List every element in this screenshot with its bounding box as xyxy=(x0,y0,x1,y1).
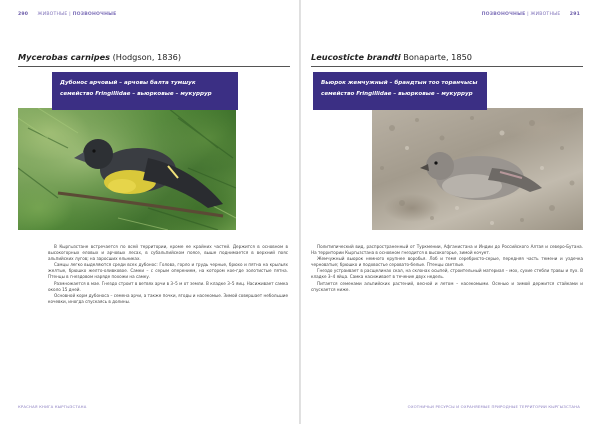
species-banner-right xyxy=(313,72,487,110)
paragraph: Основной корм дубоноса – семена арчи, а также почки, ягоды и насекомые. Зимой совершает небольшие кочевки, иногда спускаясь в долины. xyxy=(48,292,288,304)
bird-photo-icon xyxy=(18,108,236,230)
paragraph: В Кыргызстане встречается по всей территории, кроме ее крайних частей. Держится в основном в высокогорных еловых и арчовых лесах, в субальпийском поясе, выше поднимается в верхний пояс альпийских лугов; на заросших ельниках. xyxy=(48,244,288,262)
species-banner-left xyxy=(52,72,238,110)
family-line: семейство Fringillidae – вьюрковые – мукуррур xyxy=(60,91,212,97)
section-divider: | xyxy=(67,12,73,17)
bird-photo xyxy=(372,108,583,230)
subsection-label: ЖИВОТНЫЕ xyxy=(530,12,561,17)
page-fold xyxy=(299,0,301,424)
body-text-left xyxy=(48,244,288,305)
latin-name: Leucosticte brandti xyxy=(311,52,401,62)
species-title-left xyxy=(18,52,181,62)
paragraph: Жемчужный вьюрок немного крупнее воробья. Лоб и темя серебристо-серые, передняя часть темени и уздечка черноватые; брюшко и подхвостье серовато-белые. Птенцы светлые. xyxy=(311,256,583,268)
section-label: ЖИВОТНЫЕ xyxy=(37,12,68,17)
paragraph: Питается семенами альпийских растений, весной и летом – насекомыми. Осенью и зимой держится стайками и спускается ниже. xyxy=(311,280,583,292)
paragraph: Размножается в мае. Гнездо строит в ветвях арчи в 3–5 м от земли. В кладке 3–5 яиц. Насиживает самка около 15 дней. xyxy=(48,280,288,292)
body-text-right xyxy=(311,244,583,293)
common-name-line: Дубонос арчовый – арчовы балта тумшук xyxy=(60,80,196,86)
title-rule xyxy=(311,66,583,67)
latin-name: Mycerobas carnipes xyxy=(18,52,111,62)
species-title-right xyxy=(311,52,472,62)
paragraph: Самцы легко выделяются среди всех дубонос: Голова, горло и грудь черные, брюхо и пятна на крыльях желтые, брюшко желто-оливковое. Самки – с серым оперением, на котором кое-где золотистые пятна. Птенцы в гнездовом наряде похожи на самку. xyxy=(48,262,288,280)
bird-photo-icon xyxy=(372,108,583,230)
footer-right: ОХОТНИЧЬИ РЕСУРСЫ И ОХРАНЯЕМЫЕ ПРИРОДНЫЕ ТЕРРИТОРИИ КЫРГЫЗСТАНА xyxy=(407,404,580,409)
subsection-label: ПОЗВОНОЧНЫЕ xyxy=(72,12,117,17)
paragraph: Гнездо устраивает в расщелинах скал, на склонах осыпей, строительный материал – мох, сухие стебли травы и пух. В кладке 3–4 яйца. Самка насиживает в течение двух недель. xyxy=(311,268,583,280)
section-divider: | xyxy=(525,12,531,17)
page-number-right: 291 xyxy=(569,12,580,17)
author-citation: Bonaparte, 1850 xyxy=(400,52,472,62)
running-head-right xyxy=(482,12,580,17)
bird-photo xyxy=(18,108,236,230)
author-citation: (Hodgson, 1836) xyxy=(110,52,182,62)
common-name-line: Вьюрок жемчужный – брандтын тоо торанчысы xyxy=(321,80,478,86)
title-rule xyxy=(18,66,290,67)
footer-left: КРАСНАЯ КНИГА КЫРГЫЗСТАНА xyxy=(18,404,87,409)
running-head-left xyxy=(18,12,116,17)
section-label: ПОЗВОНОЧНЫЕ xyxy=(481,12,526,17)
family-line: семейство Fringillidae – вьюрковые – мукуррур xyxy=(321,91,473,97)
paragraph: Политипический вид, распространенный от Туркмении, Афганистана и Индии до Российского Алтая и северо-Бутана. На территории Кыргызстана в основном гнездится в высокогорье, зимой кочует. xyxy=(311,244,583,256)
page-number-left: 290 xyxy=(18,12,29,17)
